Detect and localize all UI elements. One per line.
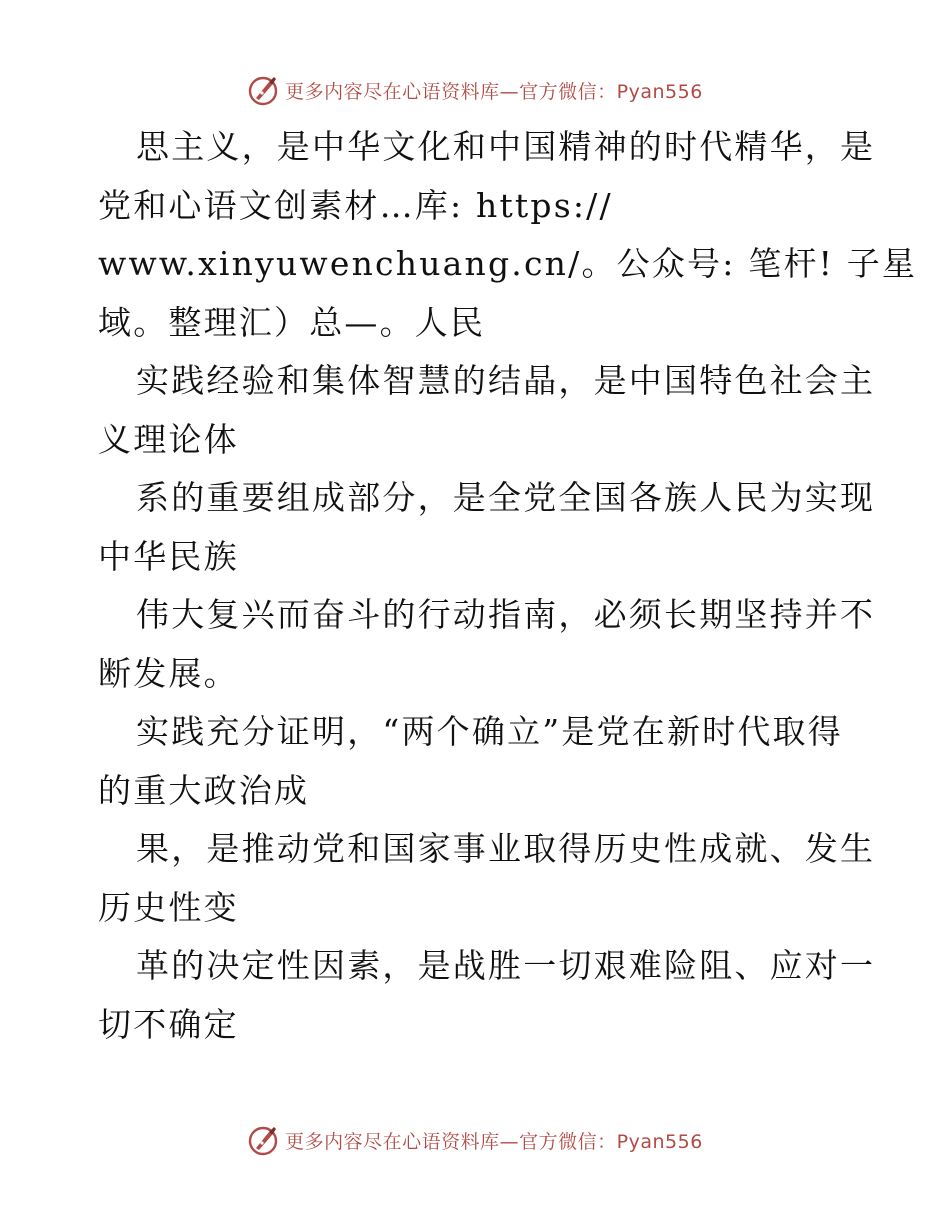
text-line: 的重大政治成 [98,770,310,810]
pen-nib-logo-icon [247,1124,279,1156]
footer-banner [0,1120,950,1160]
text-line: 历史性变 [98,887,239,927]
text-line: 域。整理汇）总—。人民 [98,302,486,342]
document-body [98,118,918,1054]
footer-banner-text: 更多内容尽在心语资料库—官方微信：Pyan556 [285,1130,703,1153]
pen-nib-logo-icon [247,74,279,106]
text-line: 切不确定 [98,1004,239,1044]
text-line: 系的重要组成部分，是全党全国各族人民为实现 [136,478,876,517]
text-line: 义理论体 [98,419,239,459]
text-line: 中华民族 [98,536,239,576]
header-banner [0,70,950,110]
text-line: 实践充分证明，“两个确立”是党在新时代取得 [136,712,843,751]
text-line: 果，是推动党和国家事业取得历史性成就、发生 [136,829,876,868]
text-line: 断发展。 [98,653,239,693]
text-line: 革的决定性因素，是战胜一切艰难险阻、应对一 [136,946,876,985]
header-banner-text: 更多内容尽在心语资料库—官方微信：Pyan556 [285,80,703,103]
text-line: 实践经验和集体智慧的结晶，是中国特色社会主 [136,361,876,400]
text-line: 思主义，是中华文化和中国精神的时代精华，是 [136,127,876,166]
text-line: www.xinyuwenchuang.cn/。公众号: 笔杆! 子星 [98,244,918,283]
text-line: 党和心语文创素材…库: https:// [98,185,613,225]
text-line: 伟大复兴而奋斗的行动指南，必须长期坚持并不 [136,595,876,634]
